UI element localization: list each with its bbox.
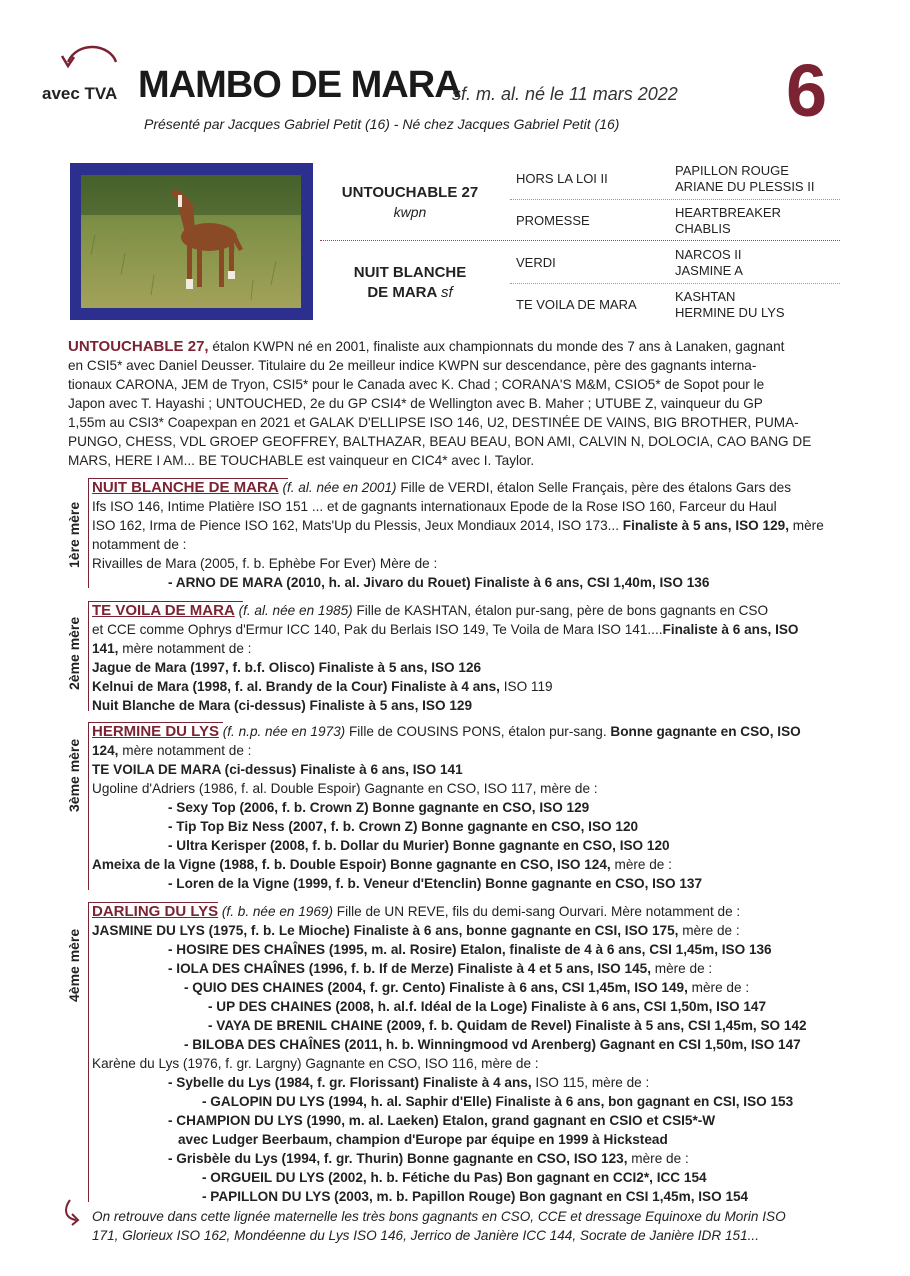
curved-arrow-icon	[58, 40, 120, 85]
pedigree-gs2: VERDI	[516, 255, 556, 270]
pedigree-gd1: PROMESSE	[516, 213, 590, 228]
mere3-label: 3ème mère	[66, 738, 82, 812]
horse-photo-frame	[70, 163, 313, 320]
pedigree-ggs2: HEARTBREAKER	[675, 205, 781, 220]
mere2-name: TE VOILA DE MARA	[92, 602, 235, 619]
mere1-produce: - ARNO DE MARA (2010, h. al. Jivaro du Rouet) Finaliste à 6 ans, CSI 1,40m, ISO 136	[168, 575, 710, 590]
pedigree-divider	[510, 199, 840, 200]
mere4-label: 4ème mère	[66, 928, 82, 1002]
pedigree-gd2: TE VOILA DE MARA	[516, 297, 637, 312]
avec-tva-label: avec TVA	[42, 84, 118, 103]
mere3-name: HERMINE DU LYS	[92, 723, 219, 740]
mere4-name: DARLING DU LYS	[92, 903, 219, 920]
footer-arrow-icon	[62, 1198, 88, 1233]
pedigree-ggs1: PAPILLON ROUGE	[675, 163, 789, 178]
sire-name: UNTOUCHABLE 27,	[68, 338, 209, 355]
pedigree-dam-stud: sf	[440, 284, 453, 301]
pedigree-gs1: HORS LA LOI II	[516, 171, 608, 186]
sire-line: Japon avec T. Hayashi ; UNTOUCHED, 2e du GP CSI4* de Wellington avec B. Maher ; UTUBE Z, vainqueur du GP	[68, 396, 763, 411]
sire-line: 1,55m au CSI3* Coapexpan en 2021 et GALAK D'ELLIPSE ISO 146, U2, DESTINÉE DE VAINS, BIG BROTHER, PUMA-	[68, 415, 799, 430]
presented-by: Présenté par Jacques Gabriel Petit (16) - Né chez Jacques Gabriel Petit (16)	[144, 116, 620, 132]
sire-line: en CSI5* avec Daniel Deusser. Titulaire du 2e meilleur indice KWPN sur descendance, père des gagnants interna-	[68, 358, 757, 373]
mere1-rivailles: Rivailles de Mara (2005, f. b. Ephèbe For Ever) Mère de :	[92, 556, 438, 571]
pedigree-dam-line1: NUIT BLANCHE	[353, 264, 467, 281]
pedigree-ggd4: HERMINE DU LYS	[675, 305, 785, 320]
mere4-bracket	[88, 902, 89, 1202]
pedigree-ggd2: CHABLIS	[675, 221, 731, 236]
pedigree-dam-line2: DE MARA sf	[367, 284, 453, 301]
pedigree-divider	[320, 240, 840, 241]
footer-note: On retrouve dans cette lignée maternelle les très bons gagnants en CSO, CCE et dressage Equinoxe du Morin ISO 171, Glorieux ISO 162, Mondéenne du Lys ISO 146, Jerrico de Janière ICC 144, Socrate de Janière IDR 151...	[92, 1209, 786, 1243]
mere2-paragraph: TE VOILA DE MARA (f. al. née en 1985) Fille de KASHTAN, étalon pur-sang, père de bons gagnants en CSO et CCE comme Ophrys d'Ermur ICC 140, Pak du Berlais ISO 149, Te Voila de Mara ISO 141....Finaliste à 6 ans, ISO 141, mère notamment de : Jague de Mara (1997, f. b.f. Olisco) Finaliste à 5 ans, ISO 126 Kelnui de Mara (1998, f. al. Brandy de la Cour) Finaliste à 4 ans, ISO 119 Nuit Blanche de Mara (ci-dessus) Finaliste à 5 ans, ISO 129	[92, 602, 799, 713]
sire-line: PUNGO, CHESS, VDL GROEP GEOFFREY, BALTHAZAR, BEAU BEAU, BON AMI, CALVIN N, DOLOCIA, CAO BANG DE	[68, 434, 812, 449]
mere1-bracket	[88, 478, 89, 588]
pedigree-sire-stud: kwpn	[393, 204, 427, 220]
mere3-bracket	[88, 722, 89, 890]
horse-name: MAMBO DE MARA	[138, 64, 461, 106]
horse-photo	[81, 175, 301, 308]
sire-paragraph	[68, 337, 838, 470]
pedigree-divider	[510, 283, 840, 284]
horse-description: sf. m. al. né le 11 mars 2022	[452, 84, 678, 104]
mere2-bracket	[88, 601, 89, 711]
mere1-name: NUIT BLANCHE DE MARA	[92, 479, 279, 496]
pedigree-ggs4: KASHTAN	[675, 289, 736, 304]
pedigree-ggd1: ARIANE DU PLESSIS II	[675, 179, 815, 194]
sire-line: tionaux CARONA, JEM de Tryon, CSI5* pour le Canada avec K. Chad ; CORANA'S M&M, CSIO5* de Sopot pour le	[68, 377, 765, 392]
pedigree-ggd3: JASMINE A	[675, 263, 743, 278]
mere1-paragraph: NUIT BLANCHE DE MARA (f. al. née en 2001) Fille de VERDI, étalon Selle Français, père des étalons Gars des Ifs ISO 146, Intime Platière ISO 151 ... et de gagnants internationaux Epode de la Rose ISO 160, Farceur du Haul ISO 162, Irma de Pience ISO 162, Mats'Up du Plessis, Jeux Mondiaux 2014, ISO 173... Finaliste à 5 ans, ISO 129, mère notamment de :	[92, 479, 824, 552]
sire-line: UNTOUCHABLE 27, étalon KWPN né en 2001, finaliste aux championnats du monde des 7 ans à Lanaken, gagnant	[68, 338, 785, 355]
mere4-paragraph: DARLING DU LYS (f. b. née en 1969) Fille de UN REVE, fils du demi-sang Ourvari. Mère notamment de : JASMINE DU LYS (1975, f. b. Le Mioche) Finaliste à 6 ans, bonne gagnante en CSI, ISO 175, mère de : - HOSIRE DES CHAÎNES (1995, m. al. Rosire) Etalon, finaliste de 4 à 6 ans, CSI 1,45m, ISO 136 - IOLA DES CHAÎNES (1996, f. b. If de Merze) Finaliste à 4 et 5 ans, ISO 145, mère de : - QUIO DES CHAINES (2004, f. gr. Cento) Finaliste à 6 ans, CSI 1,45m, ISO 149, mère de : - UP DES CHAINES (2008, h. al.f. Idéal de la Loge) Finaliste à 6 ans, CSI 1,50m, ISO 147 - VAYA DE BRENIL CHAINE (2009, f. b. Quidam de Revel) Finaliste à 5 ans, CSI 1,45m, SO 142 - BILOBA DES CHAÎNES (2011, h. b. Winningmood vd Arenberg) Gagnant en CSI 1,50m, ISO 147 Karène du Lys (1976, f. gr. Largny) Gagnante en CSO, ISO 116, mère de : - Sybelle du Lys (1984, f. gr. Florissant) Finaliste à 4 ans, ISO 115, mère de : - GALOPIN DU LYS (1994, h. al. Saphir d'Elle) Finaliste à 6 ans, bon gagnant en CSI, ISO 153 - CHAMPION DU LYS (1990, m. al. Laeken) Etalon, grand gagnant en CSIO et CSI5*-W avec Ludger Beerbaum, champion d'Europe par équipe en 1999 à Hickstead - Grisbèle du Lys (1994, f. gr. Thurin) Bonne gagnante en CSO, ISO 123, mère de : - ORGUEIL DU LYS (2002, h. b. Fétiche du Pas) Bon gagnant en CCI2*, ICC 154 - PAPILLON DU LYS (2003, m. b. Papillon Rouge) Bon gagnant en CSI 1,45m, ISO 154	[92, 903, 807, 1204]
mere3-paragraph: HERMINE DU LYS (f. n.p. née en 1973) Fille de COUSINS PONS, étalon pur-sang. Bonne gagnante en CSO, ISO 124, mère notamment de : TE VOILA DE MARA (ci-dessus) Finaliste à 6 ans, ISO 141 Ugoline d'Adriers (1986, f. al. Double Espoir) Gagnante en CSO, ISO 117, mère de : - Sexy Top (2006, f. b. Crown Z) Bonne gagnante en CSO, ISO 129 - Tip Top Biz Ness (2007, f. b. Crown Z) Bonne gagnante en CSO, ISO 120 - Ultra Kerisper (2008, f. b. Dollar du Murier) Bonne gagnante en CSO, ISO 120 Ameixa de la Vigne (1988, f. b. Double Espoir) Bonne gagnante en CSO, ISO 124, mère de : - Loren de la Vigne (1999, f. b. Veneur d'Etenclin) Bonne gagnante en CSO, ISO 137	[92, 723, 801, 891]
lot-number: 6	[786, 49, 828, 132]
pedigree-ggs3: NARCOS II	[675, 247, 742, 262]
mere2-label: 2ème mère	[66, 616, 82, 690]
pedigree-sire: UNTOUCHABLE 27	[341, 184, 479, 201]
sire-line: MARS, HERE I AM... BE TOUCHABLE est vainqueur en CIC4* avec I. Taylor.	[68, 453, 535, 468]
mere1-label: 1ère mère	[66, 501, 82, 568]
